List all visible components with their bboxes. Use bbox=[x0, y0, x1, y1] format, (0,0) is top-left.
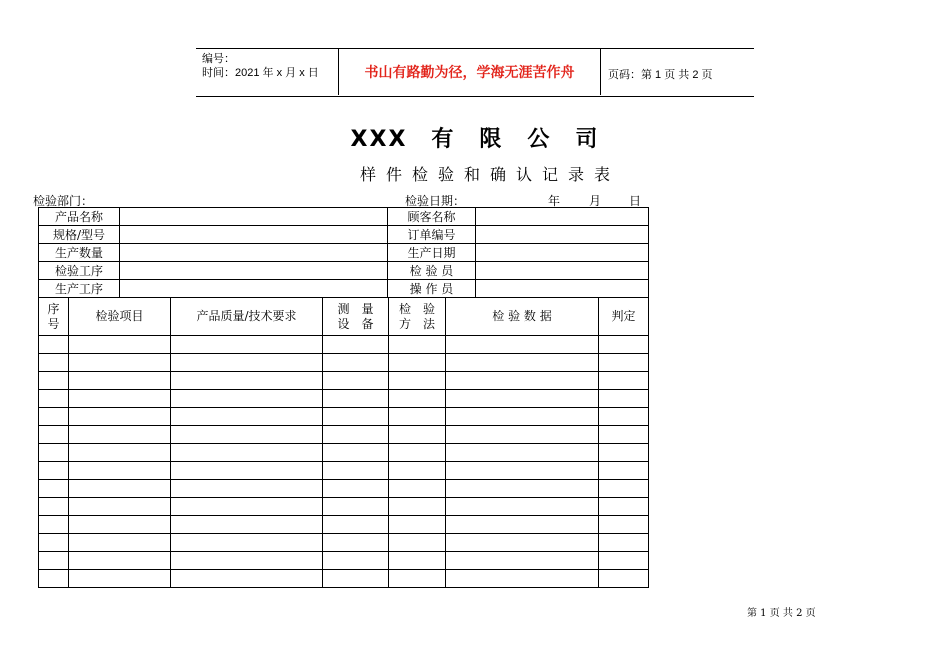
table-cell[interactable] bbox=[171, 498, 323, 516]
info-table bbox=[38, 207, 649, 298]
info-label-right: 操 作 员 bbox=[388, 280, 476, 298]
inspection-date-label: 检验日期： bbox=[405, 194, 466, 208]
table-cell[interactable] bbox=[389, 372, 446, 390]
header-meta bbox=[202, 52, 319, 80]
table-cell[interactable] bbox=[389, 570, 446, 588]
info-row bbox=[39, 244, 649, 262]
info-field-right[interactable] bbox=[476, 208, 649, 226]
table-cell[interactable] bbox=[599, 570, 649, 588]
table-cell[interactable] bbox=[171, 426, 323, 444]
table-cell[interactable] bbox=[69, 462, 171, 480]
table-cell[interactable] bbox=[323, 516, 389, 534]
table-cell[interactable] bbox=[323, 570, 389, 588]
table-cell[interactable] bbox=[599, 498, 649, 516]
table-cell[interactable] bbox=[171, 372, 323, 390]
info-row bbox=[39, 208, 649, 226]
table-cell[interactable] bbox=[599, 462, 649, 480]
info-label-left: 规格/型号 bbox=[39, 226, 120, 244]
table-cell[interactable] bbox=[69, 552, 171, 570]
table-cell[interactable] bbox=[69, 426, 171, 444]
table-cell[interactable] bbox=[39, 480, 69, 498]
info-label-right: 检 验 员 bbox=[388, 262, 476, 280]
table-cell[interactable] bbox=[39, 498, 69, 516]
inspection-table bbox=[38, 297, 649, 588]
table-row bbox=[39, 426, 649, 444]
table-cell[interactable] bbox=[171, 462, 323, 480]
table-cell[interactable] bbox=[389, 336, 446, 354]
table-cell[interactable] bbox=[39, 390, 69, 408]
table-row bbox=[39, 336, 649, 354]
table-cell[interactable] bbox=[323, 372, 389, 390]
info-label-left: 生产数量 bbox=[39, 244, 120, 262]
table-cell[interactable] bbox=[599, 390, 649, 408]
table-cell[interactable] bbox=[323, 480, 389, 498]
table-cell[interactable] bbox=[171, 552, 323, 570]
table-cell[interactable] bbox=[323, 498, 389, 516]
form-subtitle: 样件检验和确认记录表 bbox=[359, 165, 620, 184]
info-field-left[interactable] bbox=[120, 208, 388, 226]
table-cell[interactable] bbox=[446, 354, 599, 372]
table-row bbox=[39, 372, 649, 390]
table-cell[interactable] bbox=[389, 390, 446, 408]
table-cell[interactable] bbox=[446, 408, 599, 426]
table-cell[interactable] bbox=[171, 390, 323, 408]
info-field-right[interactable] bbox=[476, 244, 649, 262]
table-row bbox=[39, 390, 649, 408]
table-cell[interactable] bbox=[446, 552, 599, 570]
table-cell[interactable] bbox=[69, 444, 171, 462]
table-cell[interactable] bbox=[389, 534, 446, 552]
table-cell[interactable] bbox=[39, 444, 69, 462]
table-cell[interactable] bbox=[69, 480, 171, 498]
table-cell[interactable] bbox=[171, 444, 323, 462]
table-cell[interactable] bbox=[69, 336, 171, 354]
table-cell[interactable] bbox=[323, 552, 389, 570]
table-cell[interactable] bbox=[69, 534, 171, 552]
table-row bbox=[39, 570, 649, 588]
table-cell[interactable] bbox=[39, 372, 69, 390]
table-cell[interactable] bbox=[69, 390, 171, 408]
table-cell[interactable] bbox=[323, 534, 389, 552]
table-cell[interactable] bbox=[446, 462, 599, 480]
table-cell[interactable] bbox=[389, 552, 446, 570]
table-cell[interactable] bbox=[446, 570, 599, 588]
table-cell[interactable] bbox=[39, 354, 69, 372]
year-label: 年 bbox=[548, 194, 561, 208]
table-cell[interactable] bbox=[69, 372, 171, 390]
page-footer: 第 1 页 共 2 页 bbox=[747, 608, 816, 619]
col-equipment: 测 量 设 备 bbox=[323, 298, 389, 336]
col-requirement: 产品质量/技术要求 bbox=[171, 298, 323, 336]
table-row bbox=[39, 534, 649, 552]
table-cell[interactable] bbox=[599, 552, 649, 570]
info-label-right: 生产日期 bbox=[388, 244, 476, 262]
info-field-right[interactable] bbox=[476, 226, 649, 244]
col-item: 检验项目 bbox=[69, 298, 171, 336]
table-cell[interactable] bbox=[39, 426, 69, 444]
table-cell[interactable] bbox=[171, 516, 323, 534]
table-row bbox=[39, 408, 649, 426]
table-cell[interactable] bbox=[69, 516, 171, 534]
info-field-right[interactable] bbox=[476, 262, 649, 280]
info-field-left[interactable] bbox=[120, 262, 388, 280]
month-label: 月 bbox=[589, 194, 602, 208]
table-cell[interactable] bbox=[446, 480, 599, 498]
table-cell[interactable] bbox=[389, 444, 446, 462]
table-cell[interactable] bbox=[39, 534, 69, 552]
table-cell[interactable] bbox=[446, 426, 599, 444]
table-cell[interactable] bbox=[389, 354, 446, 372]
info-field-left[interactable] bbox=[120, 244, 388, 262]
header-motto: 书山有路勤为径，学海无涯苦作舟 bbox=[338, 49, 601, 95]
info-label-left: 生产工序 bbox=[39, 280, 120, 298]
table-cell[interactable] bbox=[69, 498, 171, 516]
table-cell[interactable] bbox=[599, 372, 649, 390]
table-cell[interactable] bbox=[171, 408, 323, 426]
table-cell[interactable] bbox=[39, 516, 69, 534]
document-header bbox=[196, 48, 754, 97]
table-cell[interactable] bbox=[69, 354, 171, 372]
table-cell[interactable] bbox=[599, 444, 649, 462]
table-cell[interactable] bbox=[171, 480, 323, 498]
dept-label: 检验部门： bbox=[33, 194, 94, 208]
info-field-right[interactable] bbox=[476, 280, 649, 298]
table-cell[interactable] bbox=[323, 408, 389, 426]
table-cell[interactable] bbox=[69, 570, 171, 588]
table-cell[interactable] bbox=[389, 462, 446, 480]
table-cell[interactable] bbox=[446, 534, 599, 552]
table-row bbox=[39, 462, 649, 480]
table-cell[interactable] bbox=[171, 336, 323, 354]
company-title: XXX 有 限 公 司 bbox=[350, 127, 600, 152]
table-cell[interactable] bbox=[599, 408, 649, 426]
table-cell[interactable] bbox=[599, 480, 649, 498]
table-cell[interactable] bbox=[446, 390, 599, 408]
col-verdict: 判定 bbox=[599, 298, 649, 336]
table-cell[interactable] bbox=[446, 498, 599, 516]
info-row bbox=[39, 280, 649, 298]
table-cell[interactable] bbox=[323, 426, 389, 444]
table-cell[interactable] bbox=[323, 462, 389, 480]
table-cell[interactable] bbox=[323, 336, 389, 354]
table-cell[interactable] bbox=[446, 372, 599, 390]
time-label: 时间：2021 年 x 月 x 日 bbox=[202, 67, 319, 79]
info-label-right: 顾客名称 bbox=[388, 208, 476, 226]
page-code: 页码：第 1 页 共 2 页 bbox=[608, 69, 713, 81]
col-data: 检 验 数 据 bbox=[446, 298, 599, 336]
table-row bbox=[39, 552, 649, 570]
table-cell[interactable] bbox=[39, 408, 69, 426]
table-cell[interactable] bbox=[599, 516, 649, 534]
table-cell[interactable] bbox=[389, 426, 446, 444]
info-row bbox=[39, 226, 649, 244]
table-cell[interactable] bbox=[389, 408, 446, 426]
table-cell[interactable] bbox=[389, 516, 446, 534]
table-cell[interactable] bbox=[599, 354, 649, 372]
table-cell[interactable] bbox=[39, 336, 69, 354]
info-row bbox=[39, 262, 649, 280]
info-field-left[interactable] bbox=[120, 280, 388, 298]
table-row bbox=[39, 498, 649, 516]
table-cell[interactable] bbox=[323, 390, 389, 408]
table-cell[interactable] bbox=[599, 426, 649, 444]
info-label-right: 订单编号 bbox=[388, 226, 476, 244]
table-cell[interactable] bbox=[171, 534, 323, 552]
table-row bbox=[39, 444, 649, 462]
table-row bbox=[39, 480, 649, 498]
number-label: 编号： bbox=[202, 53, 235, 65]
table-cell[interactable] bbox=[446, 336, 599, 354]
table-cell[interactable] bbox=[446, 444, 599, 462]
info-label-left: 检验工序 bbox=[39, 262, 120, 280]
table-cell[interactable] bbox=[599, 336, 649, 354]
info-field-left[interactable] bbox=[120, 226, 388, 244]
table-cell[interactable] bbox=[171, 354, 323, 372]
table-cell[interactable] bbox=[446, 516, 599, 534]
table-cell[interactable] bbox=[599, 534, 649, 552]
table-cell[interactable] bbox=[171, 570, 323, 588]
col-method: 检 验 方 法 bbox=[389, 298, 446, 336]
table-cell[interactable] bbox=[323, 444, 389, 462]
table-cell[interactable] bbox=[39, 570, 69, 588]
table-cell[interactable] bbox=[69, 408, 171, 426]
day-label: 日 bbox=[629, 194, 642, 208]
table-row bbox=[39, 354, 649, 372]
table-row bbox=[39, 516, 649, 534]
info-label-left: 产品名称 bbox=[39, 208, 120, 226]
col-seq: 序 号 bbox=[39, 298, 69, 336]
table-header-row bbox=[39, 298, 649, 336]
table-cell[interactable] bbox=[39, 552, 69, 570]
table-cell[interactable] bbox=[389, 498, 446, 516]
table-cell[interactable] bbox=[389, 480, 446, 498]
table-cell[interactable] bbox=[323, 354, 389, 372]
table-cell[interactable] bbox=[39, 462, 69, 480]
